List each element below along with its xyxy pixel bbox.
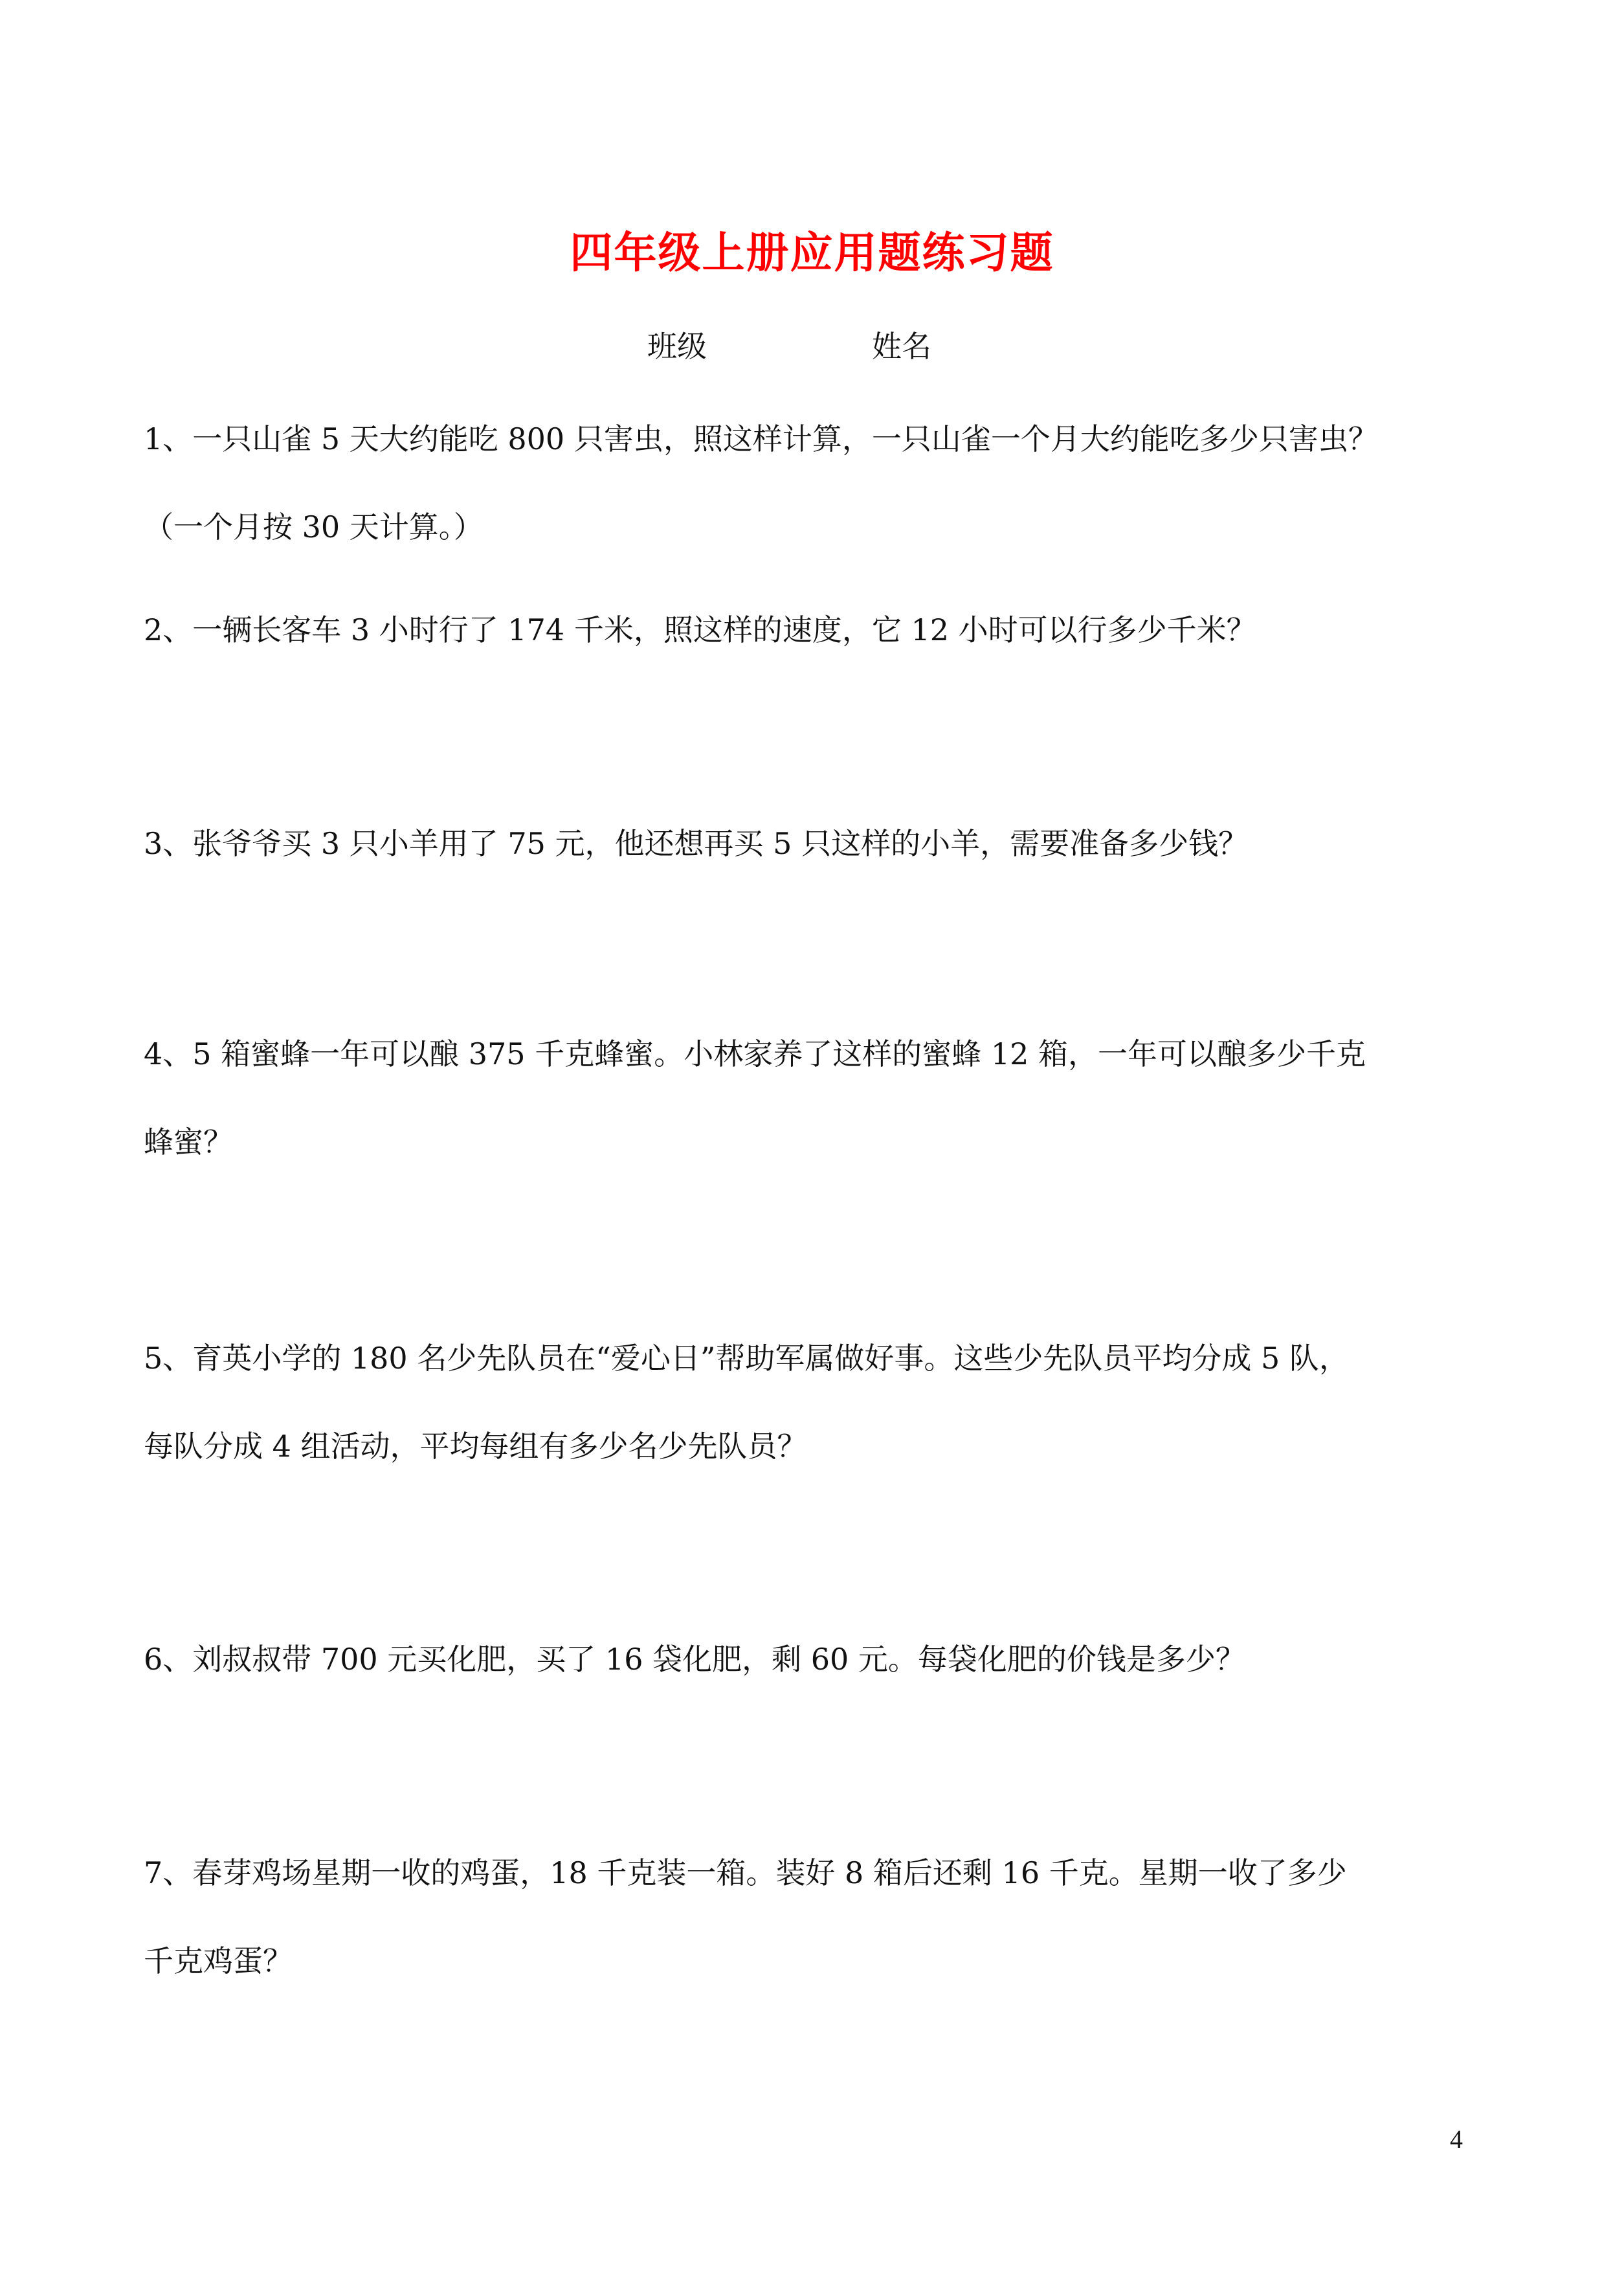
question-line: 1、一只山雀 5 天大约能吃 800 只害虫，照这样计算，一只山雀一个月大约能吃多少只害虫？ [144,421,1378,456]
question-1 [144,395,1490,571]
question-5 [144,1314,1490,1490]
question-line: （一个月按 30 天计算。） [144,509,484,544]
question-line: 蜂蜜？ [144,1124,233,1159]
question-line: 千克鸡蛋？ [144,1943,293,1978]
question-7 [144,1829,1490,2005]
question-line: 5、育英小学的 180 名少先队员在“爱心日”帮助军属做好事。这些少先队员平均分成 5 队， [144,1341,1349,1376]
page-title: 四年级上册应用题练习题 [570,227,1054,278]
question-6 [144,1615,1490,1703]
page-number: 4 [1450,2125,1463,2154]
question-line: 7、春芽鸡场星期一收的鸡蛋，18 千克装一箱。装好 8 箱后还剩 16 千克。星期一收了多少 [144,1855,1347,1890]
class-label: 班级 [647,329,707,364]
question-4 [144,1010,1490,1186]
question-2 [144,586,1490,674]
question-line: 4、5 箱蜜蜂一年可以酿 375 千克蜂蜜。小林家养了这样的蜜蜂 12 箱，一年可以酿多少千克 [144,1036,1366,1071]
question-line: 2、一辆长客车 3 小时行了 174 千米，照这样的速度，它 12 小时可以行多少千米？ [144,612,1256,647]
question-3 [144,800,1490,888]
name-class-row [647,317,931,375]
question-line: 6、刘叔叔带 700 元买化肥，买了 16 袋化肥，剩 60 元。每袋化肥的价钱是多少？ [144,1642,1245,1677]
question-line: 3、张爷爷买 3 只小羊用了 75 元，他还想再买 5 只这样的小羊，需要准备多少钱？ [144,826,1249,861]
question-line: 每队分成 4 组活动，平均每组有多少名少先队员？ [144,1429,807,1464]
name-label: 姓名 [872,329,931,364]
